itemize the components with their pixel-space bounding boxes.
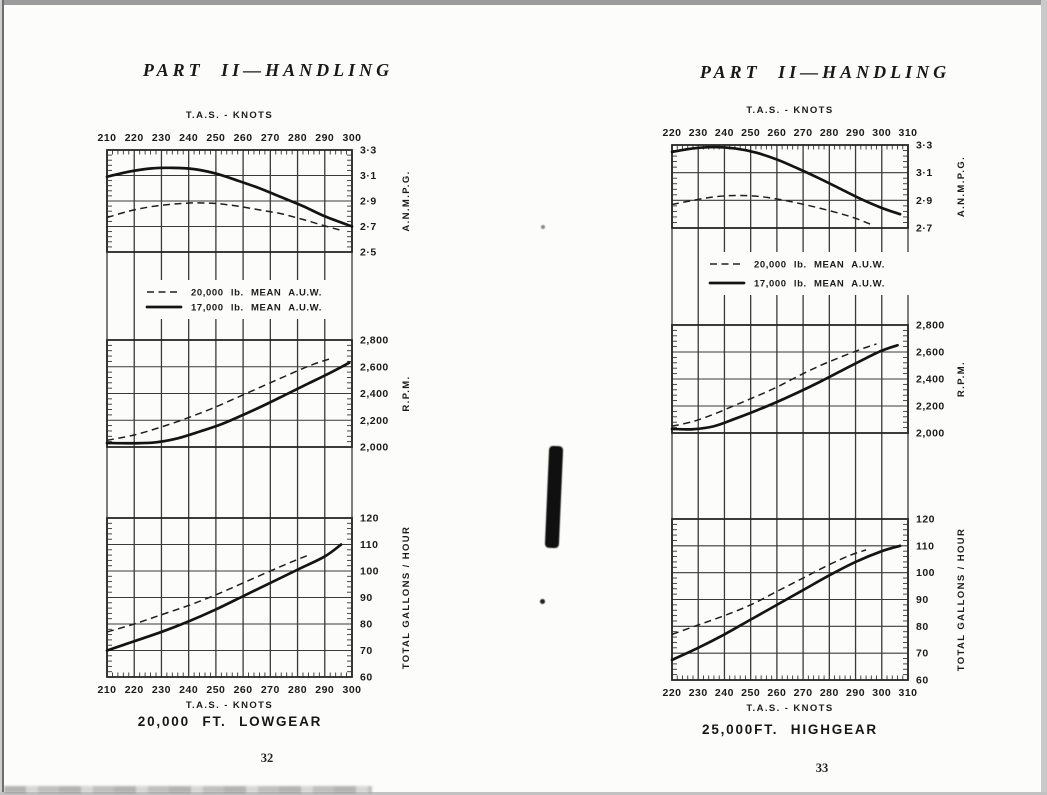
y-tick-label: 3·3 [916, 139, 933, 152]
x-tick-label: 310 [898, 687, 918, 699]
ink-dot [540, 599, 545, 604]
series-curve-solid [107, 168, 352, 227]
x-tick-label: 230 [688, 687, 708, 699]
y-tick-label: 100 [360, 565, 380, 578]
y-tick-label: 2,600 [916, 346, 945, 359]
y-tick-label: 80 [916, 620, 929, 633]
panel-y-axis-title: TOTAL GALLONS / HOUR [401, 525, 412, 670]
x-tick-label: 270 [260, 132, 280, 144]
y-tick-label: 2,600 [360, 361, 389, 374]
legend-label-solid: 17,000 lb. MEAN A.U.W. [191, 302, 322, 314]
x-tick-label: 230 [688, 127, 708, 139]
panel-y-axis-title: A.N.M.P.G. [401, 170, 412, 232]
series-curve-dashed [107, 555, 308, 632]
x-tick-label: 290 [315, 132, 335, 144]
y-tick-label: 2,200 [916, 400, 945, 413]
right-page-number: 33 [815, 761, 829, 775]
y-tick-label: 2,000 [916, 427, 945, 440]
y-tick-label: 2,400 [916, 373, 945, 386]
panel-y-axis-title: A.N.M.P.G. [956, 155, 967, 218]
series-curve-dashed [672, 344, 877, 426]
x-tick-label: 220 [124, 684, 144, 696]
y-tick-label: 3·3 [360, 144, 377, 157]
y-tick-label: 2·7 [360, 221, 377, 233]
y-tick-label: 90 [916, 594, 929, 606]
left-page-header: PART II—HANDLING [142, 60, 394, 80]
x-tick-label: 280 [819, 127, 839, 139]
y-tick-label: 120 [360, 512, 380, 525]
x-axis-title-top: T.A.S. - KNOTS [185, 110, 274, 121]
series-curve-solid [672, 147, 900, 214]
legend-label-dashed: 20,000 lb. MEAN A.U.W. [191, 287, 322, 299]
x-tick-label: 260 [767, 687, 787, 699]
y-tick-label: 3·1 [916, 167, 933, 180]
x-tick-label: 250 [206, 684, 226, 696]
panel-y-axis-title: TOTAL GALLONS / HOUR [956, 527, 967, 672]
y-tick-label: 70 [360, 645, 373, 657]
series-curve-dashed [107, 359, 330, 441]
x-tick-label: 240 [179, 132, 199, 144]
panel-y-axis-title: R.P.M. [956, 360, 967, 398]
x-tick-label: 280 [288, 684, 308, 696]
y-tick-label: 90 [360, 592, 373, 604]
x-tick-label: 270 [260, 684, 280, 696]
y-tick-label: 2,000 [360, 441, 389, 454]
x-tick-label: 290 [315, 684, 335, 696]
y-tick-label: 2·5 [360, 246, 377, 259]
y-tick-label: 110 [360, 539, 379, 551]
x-tick-label: 290 [846, 687, 866, 699]
x-tick-label: 250 [741, 687, 761, 699]
x-tick-label: 220 [124, 132, 144, 144]
legend-label-solid: 17,000 lb. MEAN A.U.W. [754, 278, 885, 290]
x-tick-label: 220 [662, 687, 682, 699]
x-tick-label: 230 [151, 684, 171, 696]
x-tick-label: 260 [767, 127, 787, 139]
panel-y-axis-title: R.P.M. [401, 375, 412, 412]
legend-label-dashed: 20,000 lb. MEAN A.U.W. [754, 259, 885, 271]
left-figure-caption: 20,000 FT. LOWGEAR [137, 714, 323, 729]
x-tick-label: 300 [342, 132, 362, 144]
x-tick-label: 300 [872, 687, 892, 699]
x-tick-label: 290 [846, 127, 866, 139]
y-tick-label: 2,200 [360, 414, 389, 427]
y-tick-label: 3·1 [360, 170, 377, 182]
x-tick-label: 310 [898, 127, 918, 139]
y-tick-label: 60 [916, 674, 929, 687]
y-tick-label: 2,800 [360, 334, 389, 347]
figure-0 [97, 110, 412, 711]
y-tick-label: 120 [916, 513, 936, 526]
y-tick-label: 80 [360, 618, 373, 631]
x-tick-label: 270 [793, 687, 813, 699]
x-tick-label: 300 [342, 684, 362, 696]
x-tick-label: 240 [179, 684, 199, 696]
x-tick-label: 240 [714, 127, 734, 139]
y-tick-label: 60 [360, 671, 373, 684]
y-tick-label: 2,800 [916, 319, 945, 332]
x-tick-label: 240 [714, 687, 734, 699]
left-page-number: 32 [260, 751, 274, 765]
right-page-header: PART II—HANDLING [699, 62, 951, 82]
y-tick-label: 2·9 [916, 194, 933, 207]
faint-ink-dot [541, 225, 545, 229]
x-tick-label: 300 [872, 127, 892, 139]
figure-1 [662, 105, 967, 714]
x-tick-label: 260 [233, 684, 253, 696]
y-tick-label: 2·7 [916, 222, 933, 235]
x-tick-label: 270 [793, 127, 813, 139]
x-axis-title-bottom: T.A.S. - KNOTS [746, 703, 834, 714]
x-tick-label: 210 [97, 684, 117, 696]
y-tick-label: 70 [916, 647, 929, 660]
y-tick-label: 100 [916, 567, 936, 580]
x-tick-label: 280 [819, 687, 839, 699]
x-tick-label: 250 [206, 132, 226, 144]
y-tick-label: 2,400 [360, 388, 389, 400]
x-axis-title-top: T.A.S. - KNOTS [746, 105, 834, 116]
x-axis-title-bottom: T.A.S. - KNOTS [185, 700, 274, 711]
scan-smudge [4, 786, 372, 793]
x-tick-label: 260 [233, 132, 253, 144]
series-curve-dashed [672, 550, 866, 635]
x-tick-label: 250 [741, 127, 761, 139]
series-curve-solid [672, 546, 900, 660]
x-tick-label: 280 [288, 132, 308, 144]
y-tick-label: 2·9 [360, 195, 377, 208]
x-tick-label: 210 [97, 132, 117, 144]
right-figure-caption: 25,000FT. HIGHGEAR [702, 722, 878, 737]
x-tick-label: 220 [662, 127, 682, 139]
x-tick-label: 230 [151, 132, 171, 144]
series-curve-solid [107, 363, 349, 444]
y-tick-label: 110 [916, 540, 935, 553]
